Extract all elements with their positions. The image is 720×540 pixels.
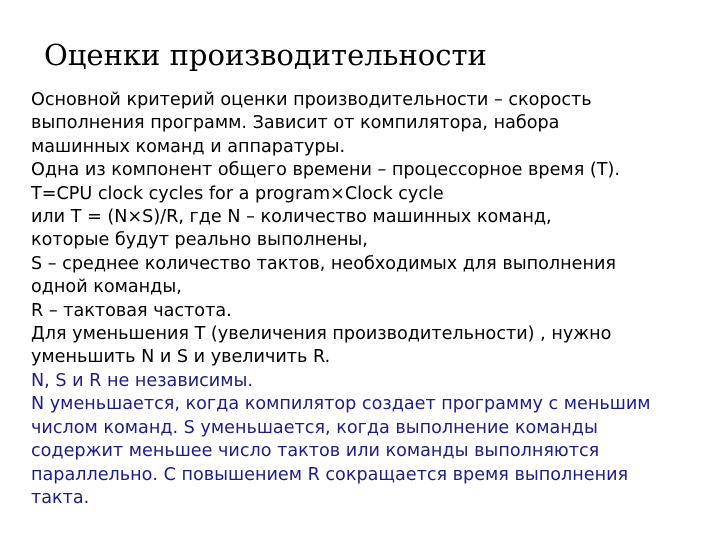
body-line: выполнения программ. Зависит от компилятора, набора [31,113,560,134]
body-line: которые будут реально выполнены, [31,230,368,251]
highlight-line: N, S и R не независимы. [31,370,254,391]
highlight-line: такта. [31,487,90,508]
body-line: R – тактовая частота. [31,300,232,321]
body-line: Основной критерий оценки производительности – скорость [31,90,592,110]
highlight-line: содержит меньшее число тактов или команды выполняются [31,441,600,462]
highlight-line: числом команд. S уменьшается, когда выполнение команды [31,417,598,438]
slide-title: Оценки производительности [44,38,487,72]
highlight-line: параллельно. С повышением R сокращается время выполнения [31,464,629,485]
body-line: Одна из компонент общего времени – процессорное время (T). [31,160,620,181]
body-line: машинных команд и аппаратуры. [31,136,346,157]
body-line: одной команды, [31,277,182,298]
formula-line: T=CPU clock cycles for a program×Clock cycle [31,183,444,204]
highlight-line: N уменьшается, когда компилятор создает программу с меньшим [31,394,651,415]
body-line: S – среднее количество тактов, необходимых для выполнения [31,253,616,274]
body-line: Для уменьшения T (увеличения производительности) , нужно [31,324,612,345]
formula-line: или T = (N×S)/R, где N – количество машинных команд, [31,207,552,228]
slide-body [31,89,719,510]
body-line: уменьшить N и S и увеличить R. [31,347,331,368]
